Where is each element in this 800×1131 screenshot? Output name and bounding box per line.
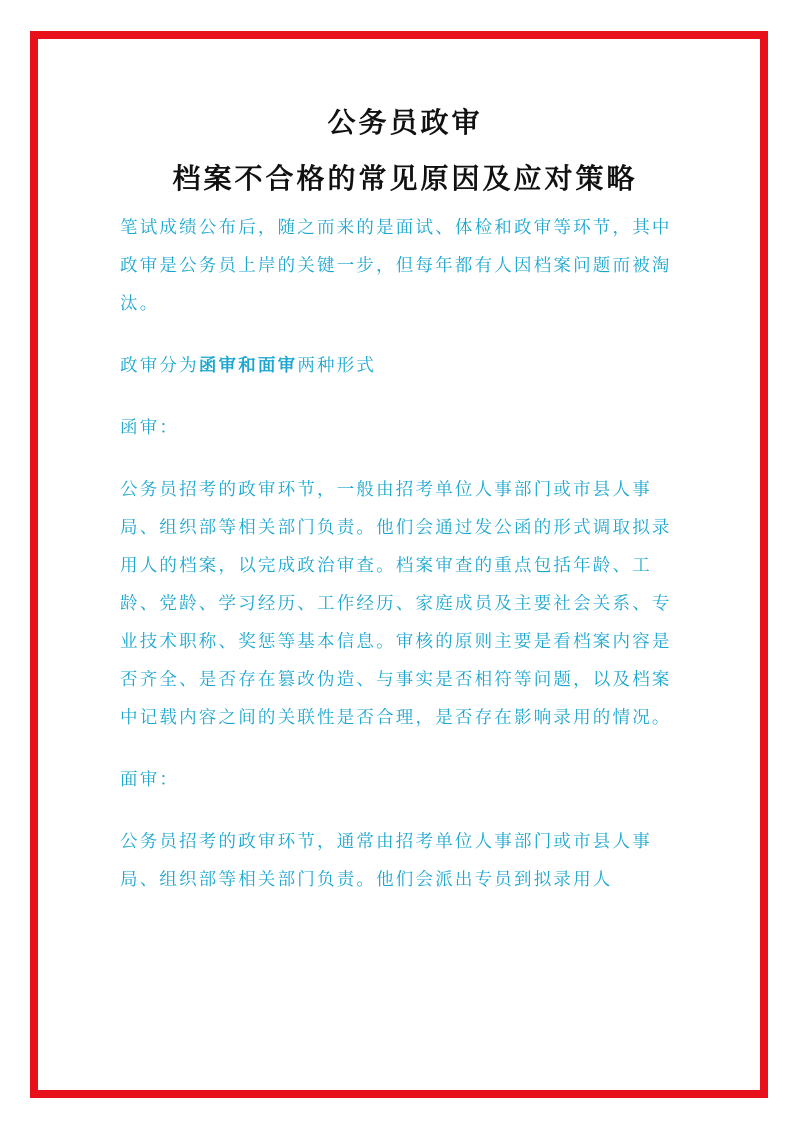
letter-review-body: 公务员招考的政审环节，一般由招考单位人事部门或市县人事局、组织部等相关部门负责。他们会通过发公函的形式调取拟录用人的档案，以完成政治审查。档案审查的重点包括年龄、工龄、党龄、学习经历、工作经历、家庭成员及主要社会关系、专业技术职称、奖惩等基本信息。审核的原则主要是看档案内容是否齐全、是否存在篡改伪造、与事实是否相符等问题，以及档案中记载内容之间的关联性是否合理，是否存在影响录用的情况。	[120, 480, 672, 728]
forms-prefix: 政审分为	[120, 356, 199, 376]
forms-suffix: 两种形式	[297, 356, 377, 376]
forms-bold: 函审和面审	[198, 356, 298, 376]
title-line-2: 档案不合格的常见原因及应对策略	[172, 162, 638, 195]
interview-review-body: 公务员招考的政审环节，通常由招考单位人事部门或市县人事局、组织部等相关部门负责。他们会派出专员到拟录用人	[120, 832, 652, 890]
review-forms-paragraph	[120, 347, 690, 385]
letter-review-heading: 函审：	[120, 418, 180, 438]
document-content	[120, 95, 690, 899]
interview-review-heading: 面审：	[120, 770, 180, 790]
title-line-1: 公务员政审	[327, 106, 483, 139]
intro-paragraph: 笔试成绩公布后，随之而来的是面试、体检和政审等环节，其中政审是公务员上岸的关键一步，但每年都有人因档案问题而被淘汰。	[120, 218, 672, 314]
